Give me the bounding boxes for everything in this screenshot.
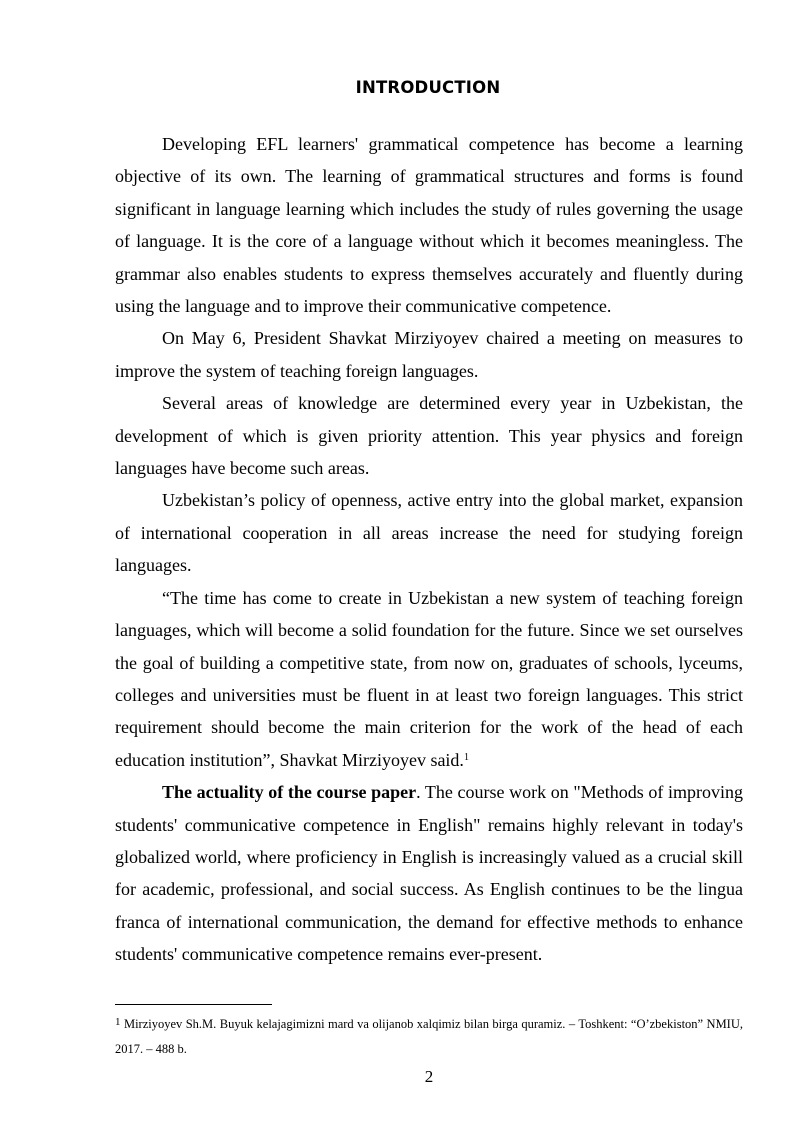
footnote-separator bbox=[115, 1004, 272, 1005]
footnote-marker: 1 bbox=[115, 1016, 121, 1028]
footnote-reference[interactable]: 1 bbox=[463, 751, 469, 763]
paragraph-grammatical-competence: Developing EFL learners' grammatical competence has become a learning objective of its own. The learning of grammatical structures and forms is found significant in language learning which includes the study of rules governing the usage of language. It is the core of a language without which it becomes meaningless. The grammar also enables students to express themselves accurately and fluently during using the language and to improve their communicative competence. bbox=[115, 134, 743, 317]
paragraph-policy-of-openness: Uzbekistan’s policy of openness, active entry into the global market, expansion of international cooperation in all areas increase the need for studying foreign languages. bbox=[115, 490, 743, 576]
footnote-text: Mirziyoyev Sh.M. Buyuk kelajagimizni mard va olijanob xalqimiz bilan birga quramiz. – Toshkent: “O’zbekiston” NMIU, 2017. – 488 b. bbox=[115, 1017, 743, 1056]
actuality-text: . The course work on "Methods of improving students' communicative competence in English" remains highly relevant in today's globalized world, where proficiency in English is increasingly valued as a crucial skill for academic, professional, and social success. As English continues to be the lingua franca of international communication, the demand for effective methods to enhance students' communicative competence remains ever-present. bbox=[115, 782, 744, 965]
paragraph-president-meeting: On May 6, President Shavkat Mirziyoyev chaired a meeting on measures to improve the system of teaching foreign languages. bbox=[115, 328, 743, 381]
page-number: 2 bbox=[424, 1067, 434, 1086]
page-title: INTRODUCTION bbox=[355, 78, 501, 97]
footnote bbox=[115, 1012, 743, 1062]
paragraph-areas-of-knowledge: Several areas of knowledge are determined every year in Uzbekistan, the development of which is given priority attention. This year physics and foreign languages have become such areas. bbox=[115, 393, 743, 479]
actuality-heading: The actuality of the course paper bbox=[162, 782, 417, 803]
paragraph-actuality bbox=[115, 776, 743, 970]
paragraph-quote bbox=[115, 582, 743, 776]
quote-text: “The time has come to create in Uzbekistan a new system of teaching foreign languages, which will become a solid foundation for the future. Since we set ourselves the goal of building a competitive state, from now on, graduates of schools, lyceums, colleges and universities must be fluent in at least two foreign languages. This strict requirement should become the main criterion for the work of the head of each education institution”, Shavkat Mirziyoyev said. bbox=[115, 587, 743, 770]
body-text bbox=[115, 128, 743, 971]
